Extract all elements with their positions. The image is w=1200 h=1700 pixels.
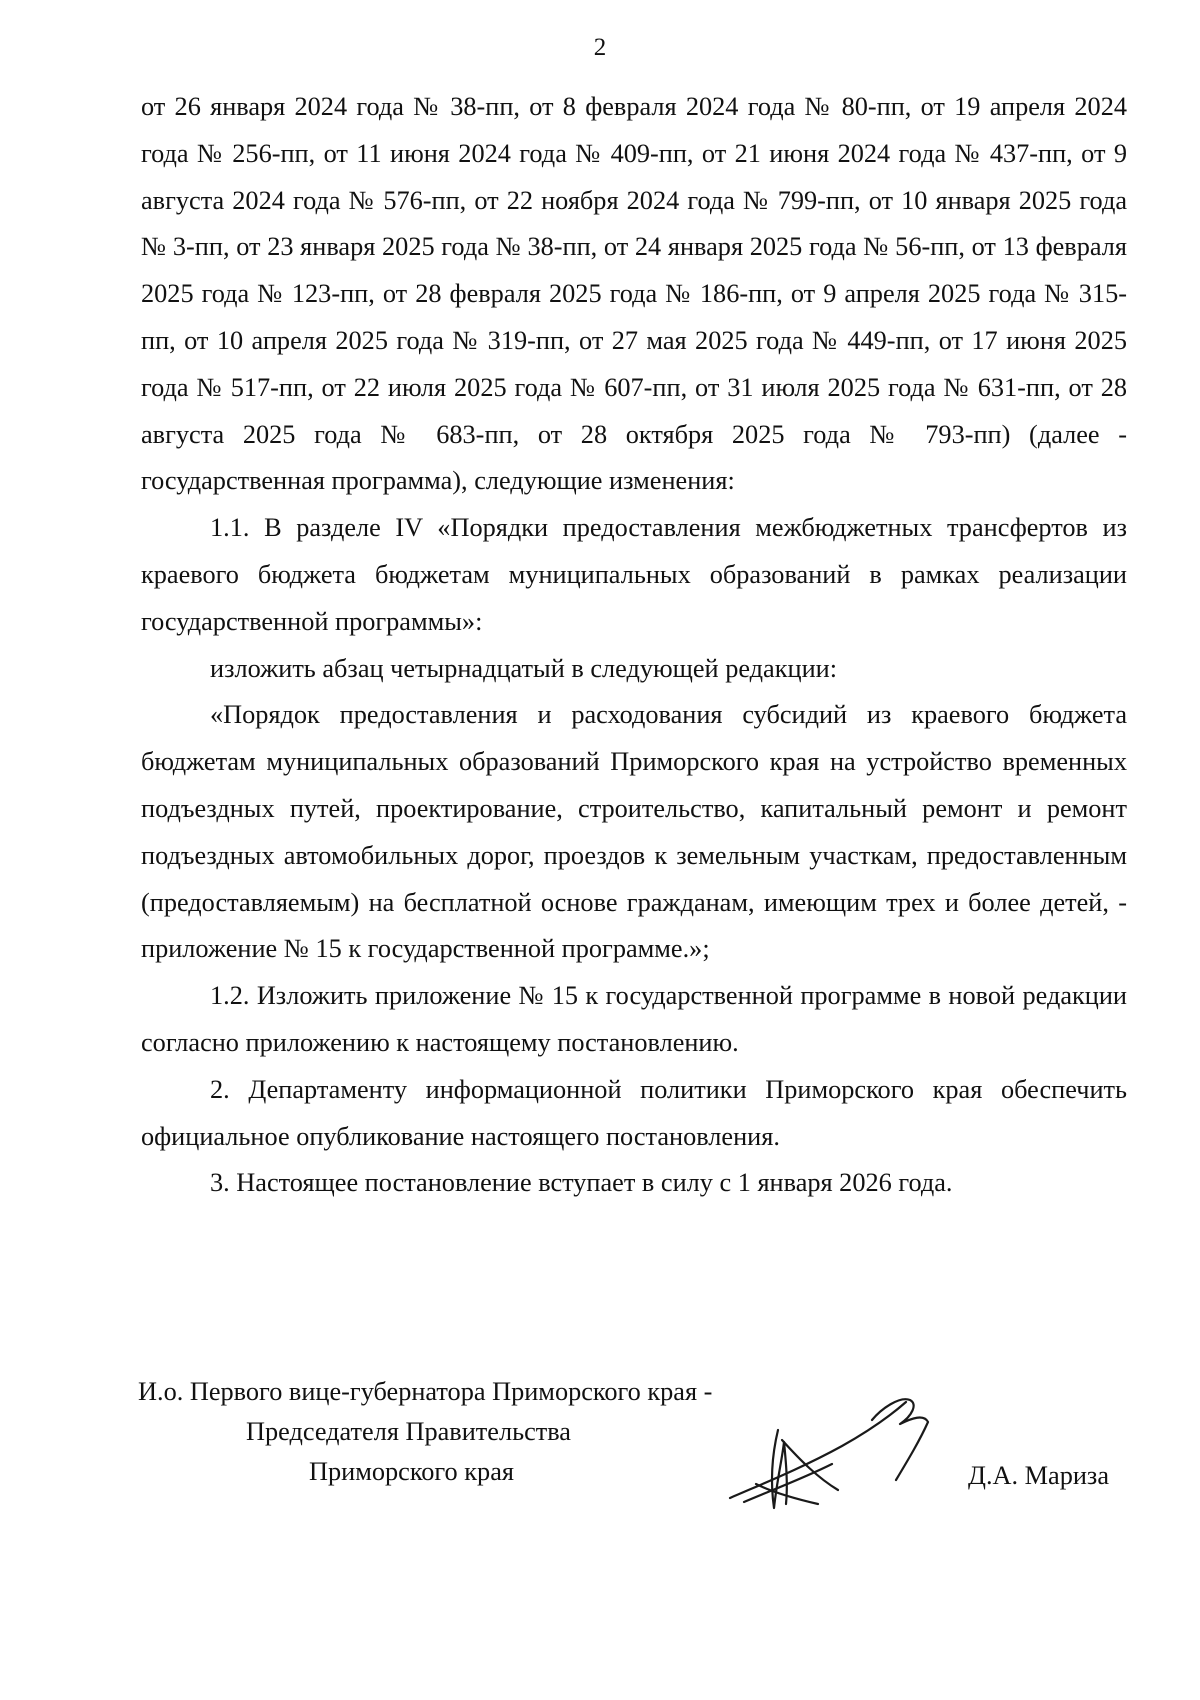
paragraph-instruction: изложить абзац четырнадцатый в следующей редакции:	[210, 653, 838, 683]
signatory-name: Д.А. Мариза	[968, 1461, 1109, 1490]
paragraph-amendment-list: от 26 января 2024 года № 38-пп, от 8 февраля 2024 года № 80-пп, от 19 апреля 2024 года № 256-пп, от 11 июня 2024 года № 409-пп, от 21 июня 2024 года № 437-пп, от 9 августа 2024 года № 576-пп, от 22 ноября 2024 года № 799-пп, от 10 января 2025 года № 3-пп, от 23 января 2025 года № 38-пп, от 24 января 2025 года № 56-пп, от 13 февраля 2025 года № 123-пп, от 28 февраля 2025 года № 186-пп, от 9 апреля 2025 года № 315-пп, от 10 апреля 2025 года № 319-пп, от 27 мая 2025 года № 449-пп, от 17 июня 2025 года № 517-пп, от 22 июля 2025 года № 607-пп, от 31 июля 2025 года № 631-пп, от 28 августа 2025 года № 683-пп, от 28 октября 2025 года № 793-пп) (далее - государственная программа), следующие изменения:	[141, 92, 1127, 496]
signatory-title-line3: Приморского края	[309, 1457, 514, 1486]
paragraph-quoted-text: «Порядок предоставления и расходования субсидий из краевого бюджета бюджетам муниципальных образований Приморского края на устройство временных подъездных путей, проектирование, строительство, капитальный ремонт и ремонт подъездных автомобильных дорог, проездов к земельным участкам, предоставленным (предоставляемым) на бесплатной основе гражданам, имеющим трех и более детей, - приложение № 15 к государственной программе.»;	[141, 700, 1127, 964]
paragraph-1-2: 1.2. Изложить приложение № 15 к государственной программе в новой редакции согласно приложению к настоящему постановлению.	[141, 981, 1127, 1057]
page-number: 2	[593, 34, 607, 61]
paragraph-2: 2. Департаменту информационной политики Приморского края обеспечить официальное опубликование настоящего постановления.	[141, 1074, 1127, 1151]
document-body	[141, 84, 1127, 1207]
handwritten-signature	[722, 1380, 962, 1515]
signatory-title-line1: И.о. Первого вице-губернатора Приморского края -	[138, 1377, 713, 1406]
paragraph-3: 3. Настоящее постановление вступает в силу с 1 января 2026 года.	[210, 1168, 953, 1198]
paragraph-1-1: 1.1. В разделе IV «Порядки предоставления межбюджетных трансфертов из краевого бюджета бюджетам муниципальных образований в рамках реализации государственной программы»:	[141, 513, 1127, 636]
signatory-title-line2: Председателя Правительства	[246, 1417, 571, 1446]
